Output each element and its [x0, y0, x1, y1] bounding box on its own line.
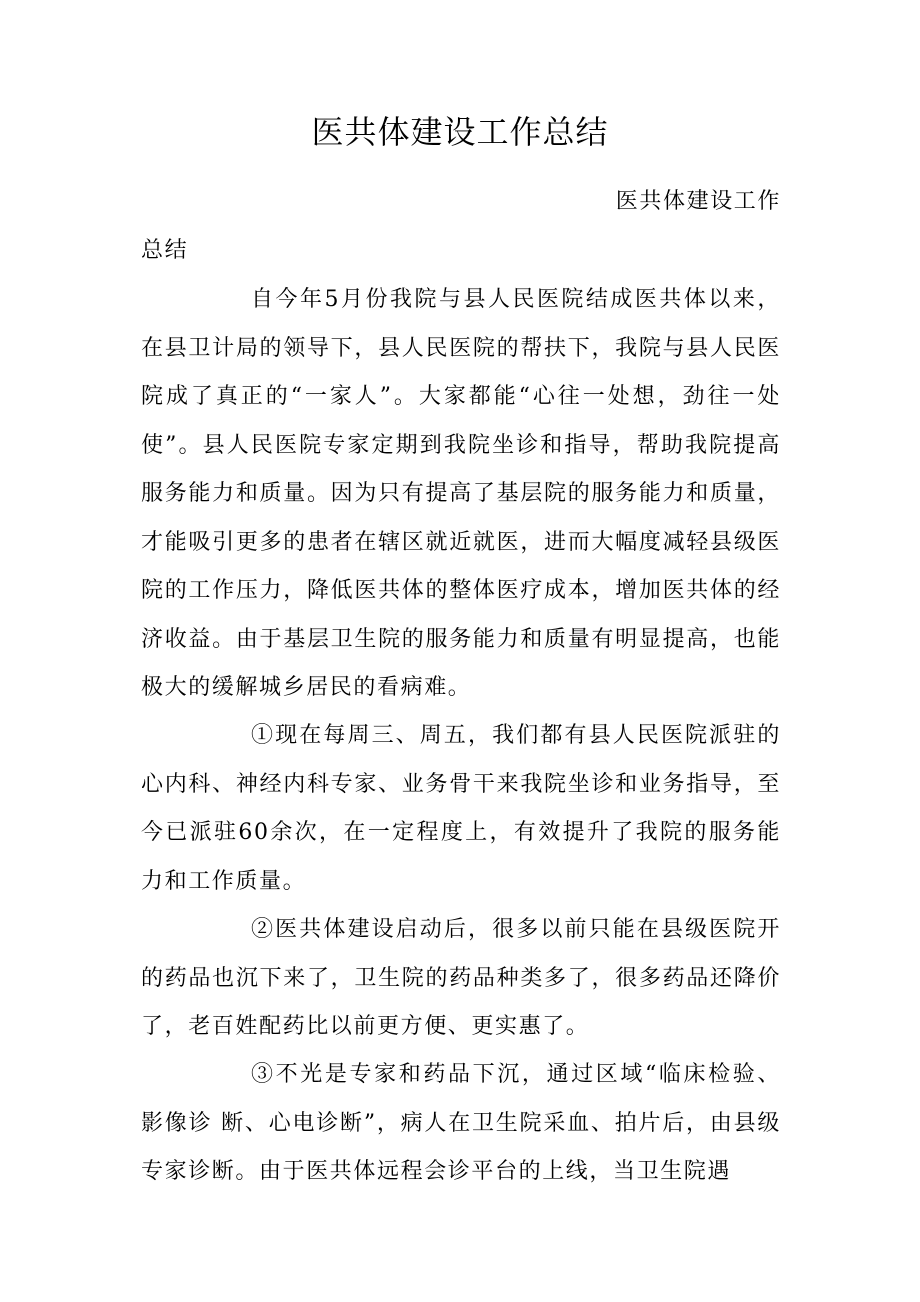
paragraph-intro: 自今年5月份我院与县人民医院结成医共体以来，在县卫计局的领导下，县人民医院的帮扶下，我院与县人民医院成了真正的“一家人”。大家都能“心往一处想，劲往一处使”。县人民医院专家定期到我院坐诊和指导，帮助我院提高服务能力和质量。因为只有提高了基层院的服务能力和质量，才能吸引更多的患者在辖区就近就医，进而大幅度减轻县级医院的工作压力，降低医共体的整体医疗成本，增加医共体的经济收益。由于基层卫生院的服务能力和质量有明显提高，也能极大的缓解城乡居民的看病难。	[141, 287, 781, 700]
paragraph-item-2: ②医共体建设启动后，很多以前只能在县级医院开的药品也沉下来了，卫生院的药品种类多了，很多药品还降价了，老百姓配药比以前更方便、更实惠了。	[141, 917, 781, 1039]
document-subtitle-line1: 医共体建设工作	[615, 189, 781, 214]
paragraph-item-3: ③不光是专家和药品下沉，通过区域“临床检验、影像诊 断、心电诊断”，病人在卫生院采血、拍片后，由县级专家诊断。由于医共体远程会诊平台的上线，当卫生院遇	[141, 1062, 781, 1184]
document-subtitle-line2: 总结	[141, 238, 189, 263]
document-title: 医共体建设工作总结	[311, 113, 609, 151]
paragraph-item-1: ①现在每周三、周五，我们都有县人民医院派驻的心内科、神经内科专家、业务骨干来我院坐诊和业务指导，至今已派驻60余次，在一定程度上，有效提升了我院的服务能力和工作质量。	[141, 723, 781, 894]
